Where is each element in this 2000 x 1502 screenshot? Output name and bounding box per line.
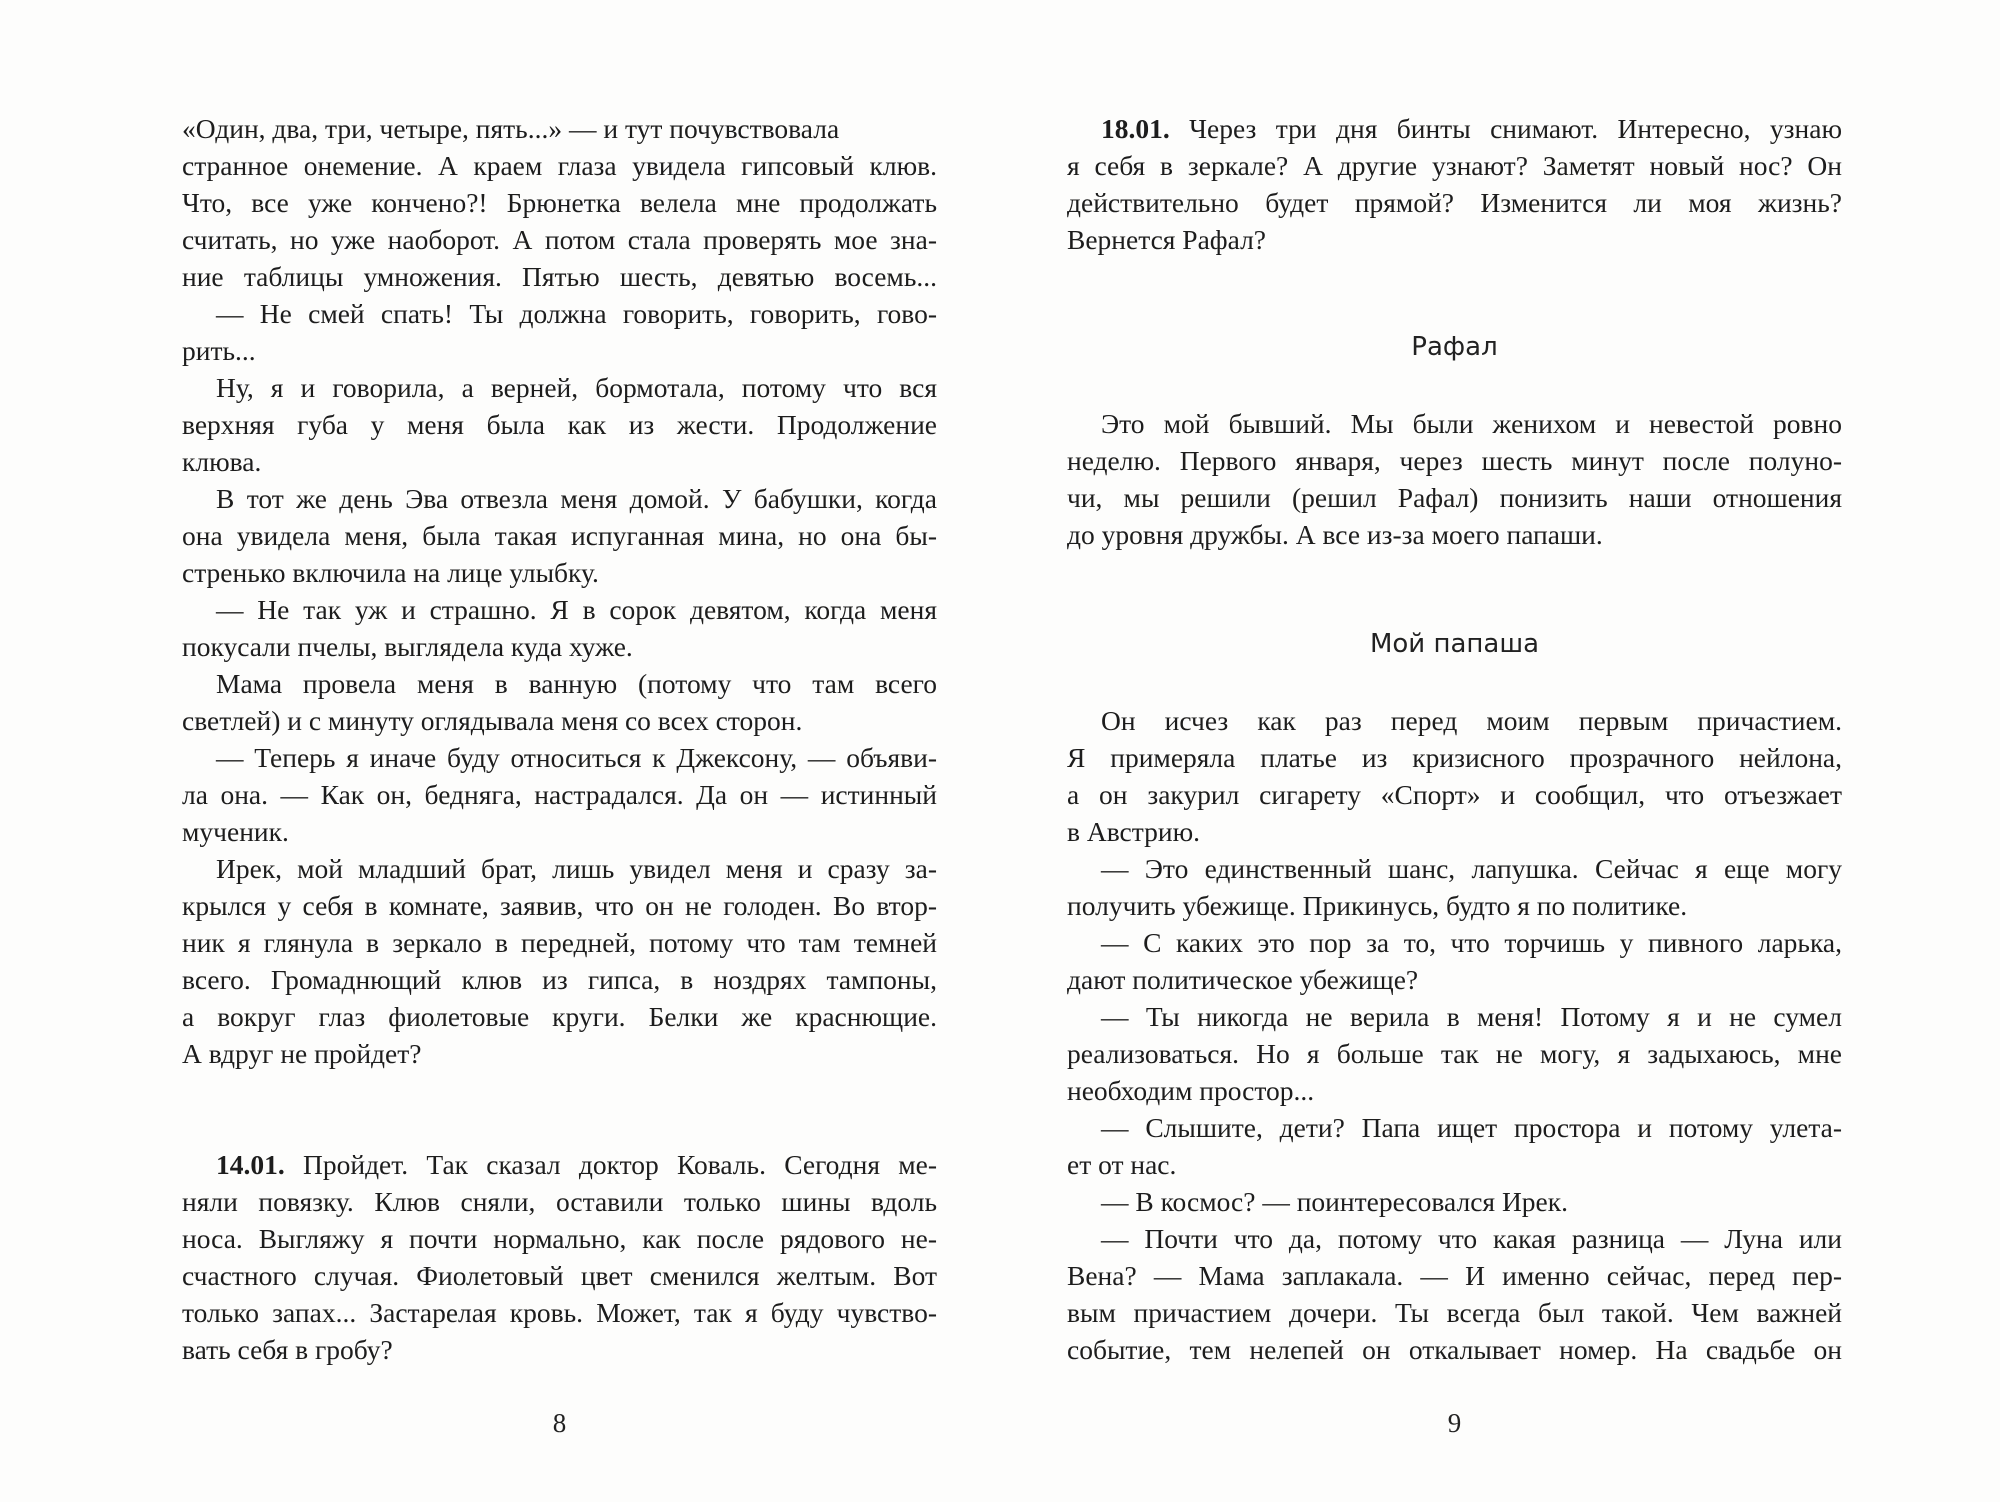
text-line: счастного случая. Фиолетовый цвет сменился желтым. Вот: [182, 1260, 937, 1291]
text-line: крылся у себя в комнате, заявив, что он не голоден. Во втор-: [182, 890, 937, 921]
text-line: светлей) и с минуту оглядывала меня со всех сторон.: [182, 705, 803, 736]
text-line: — Не так уж и страшно. Я в сорок девятом, когда меня: [216, 594, 937, 625]
left-page: [182, 0, 937, 1502]
text-line: Он исчез как раз перед моим первым причастием.: [1101, 705, 1842, 736]
text-line: а он закурил сигарету «Спорт» и сообщил, что отъезжает: [1067, 779, 1842, 810]
text-line: В тот же день Эва отвезла меня домой. У бабушки, когда: [216, 483, 937, 514]
text-line: рить...: [182, 335, 256, 366]
diary-entry-line: [182, 1146, 937, 1184]
text-line: ет от нас.: [1067, 1149, 1177, 1180]
text-line: — С каких это пор за то, что торчишь у пивного ларька,: [1101, 927, 1842, 958]
text-line: Это мой бывший. Мы были женихом и невестой ровно: [1101, 408, 1842, 439]
text-line: — Теперь я иначе буду относиться к Джексону, — объяви-: [216, 742, 937, 773]
text-line: — Не смей спать! Ты должна говорить, говорить, гово-: [216, 298, 937, 329]
text-line: я себя в зеркале? А другие узнают? Заметят новый нос? Он: [1067, 150, 1842, 181]
text-line: странное онемение. А краем глаза увидела гипсовый клюв.: [182, 150, 937, 181]
page-number: 8: [552, 1408, 567, 1438]
text-line: дают политическое убежище?: [1067, 964, 1419, 995]
text-line: событие, тем нелепей он откалывает номер. На свадьбе он: [1067, 1334, 1842, 1365]
entry-text: Пройдет. Так сказал доктор Коваль. Сегодня ме-: [284, 1149, 937, 1180]
text-line: Ирек, мой младший брат, лишь увидел меня и сразу за-: [216, 853, 937, 884]
text-line: клюва.: [182, 446, 262, 477]
page-number: 9: [1447, 1408, 1462, 1438]
text-line: реализоваться. Но я больше так не могу, я задыхаюсь, мне: [1067, 1038, 1842, 1069]
text-line: в Австрию.: [1067, 816, 1200, 847]
text-line: мученик.: [182, 816, 289, 847]
text-line: Ну, я и говорила, а верней, бормотала, потому что вся: [216, 372, 937, 403]
text-line: А вдруг не пройдет?: [182, 1038, 422, 1069]
text-line: — В космос? — поинтересовался Ирек.: [1101, 1186, 1568, 1217]
section-heading: Мой папаша: [1369, 629, 1540, 659]
text-line: — Слышите, дети? Папа ищет простора и потому улета-: [1101, 1112, 1842, 1143]
text-line: ник я глянула в зеркало в передней, потому что там темней: [182, 927, 937, 958]
text-line: носа. Выгляжу я почти нормально, как после рядового не-: [182, 1223, 937, 1254]
text-line: верхняя губа у меня была как из жести. Продолжение: [182, 409, 937, 440]
text-line: — Ты никогда не верила в меня! Потому я и не сумел: [1101, 1001, 1842, 1032]
text-line: Что, все уже кончено?! Брюнетка велела мне продолжать: [182, 187, 937, 218]
text-line: действительно будет прямой? Изменится ли моя жизнь?: [1067, 187, 1842, 218]
text-line: — Это единственный шанс, лапушка. Сейчас я еще могу: [1101, 853, 1842, 884]
text-line: получить убежище. Прикинусь, будто я по политике.: [1067, 890, 1688, 921]
text-line: ла она. — Как он, бедняга, настрадался. Да он — истинный: [182, 779, 937, 810]
diary-entry-line: [1067, 110, 1842, 148]
text-line: ние таблицы умножения. Пятью шесть, девятью восемь...: [182, 261, 937, 292]
text-line: только запах... Застарелая кровь. Может, так я буду чувство-: [182, 1297, 937, 1328]
text-line: няли повязку. Клюв сняли, оставили только шины вдоль: [182, 1186, 937, 1217]
section-heading: Рафал: [1411, 332, 1498, 362]
text-line: неделю. Первого января, через шесть минут после полуно-: [1067, 445, 1842, 476]
text-line: до уровня дружбы. А все из-за моего папаши.: [1067, 519, 1603, 550]
text-line: Вернется Рафал?: [1067, 224, 1266, 255]
text-line: вым причастием дочери. Ты всегда был такой. Чем важней: [1067, 1297, 1842, 1328]
entry-date: 14.01.: [216, 1149, 285, 1180]
text-line: Я примеряла платье из кризисного прозрачного нейлона,: [1067, 742, 1842, 773]
text-line: чи, мы решили (решил Рафал) понизить наши отношения: [1067, 482, 1842, 513]
text-line: необходим простор...: [1067, 1075, 1315, 1106]
text-line: Вена? — Мама заплакала. — И именно сейчас, перед пер-: [1067, 1260, 1842, 1291]
text-line: всего. Громаднющий клюв из гипса, в ноздрях тампоны,: [182, 964, 937, 995]
right-page: [1067, 0, 1842, 1502]
text-line: стренько включила на лице улыбку.: [182, 557, 599, 588]
text-line: она увидела меня, была такая испуганная мина, но она бы-: [182, 520, 937, 551]
text-line: Мама провела меня в ванную (потому что там всего: [216, 668, 937, 699]
entry-date: 18.01.: [1101, 113, 1170, 144]
text-line: считать, но уже наоборот. А потом стала проверять мое зна-: [182, 224, 937, 255]
text-line: а вокруг глаз фиолетовые круги. Белки же краснющие.: [182, 1001, 937, 1032]
text-line: — Почти что да, потому что какая разница — Луна или: [1101, 1223, 1842, 1254]
text-line: вать себя в гробу?: [182, 1334, 393, 1365]
entry-text: Через три дня бинты снимают. Интересно, узнаю: [1169, 113, 1842, 144]
text-line: покусали пчелы, выглядела куда хуже.: [182, 631, 633, 662]
text-line: «Один, два, три, четыре, пять...» — и тут почувствовала: [182, 113, 840, 144]
